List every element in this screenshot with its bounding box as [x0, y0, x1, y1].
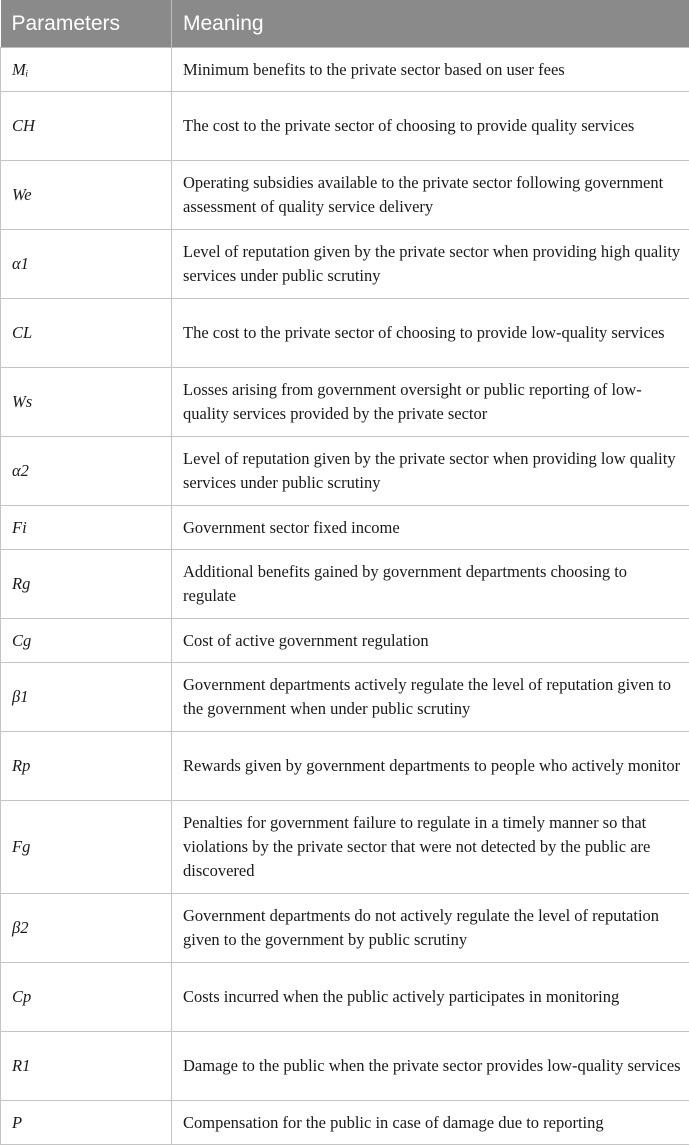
table-row	[1, 1101, 689, 1145]
header-meaning: Meaning	[172, 0, 689, 48]
param-cell: CH	[1, 92, 172, 161]
table-row	[1, 801, 689, 894]
table-row	[1, 732, 689, 801]
meaning-cell: Penalties for government failure to regulate in a timely manner so that violations by the private sector that were not detected by the public are discovered	[172, 801, 689, 894]
meaning-cell: Costs incurred when the public actively participates in monitoring	[172, 963, 689, 1032]
table-row	[1, 230, 689, 299]
table-row	[1, 92, 689, 161]
param-cell: Rg	[1, 550, 172, 619]
table-row	[1, 299, 689, 368]
param-cell: β1	[1, 663, 172, 732]
meaning-cell: Operating subsidies available to the private sector following government assessment of quality service delivery	[172, 161, 689, 230]
table-header-row	[1, 0, 689, 48]
table-row	[1, 1032, 689, 1101]
table-row	[1, 663, 689, 732]
meaning-cell: Government departments do not actively regulate the level of reputation given to the government by public scrutiny	[172, 894, 689, 963]
meaning-cell: The cost to the private sector of choosing to provide low-quality services	[172, 299, 689, 368]
meaning-cell: Rewards given by government departments to people who actively monitor	[172, 732, 689, 801]
param-cell: Cg	[1, 619, 172, 663]
param-cell: α2	[1, 437, 172, 506]
param-cell: β2	[1, 894, 172, 963]
meaning-cell: Government sector fixed income	[172, 506, 689, 550]
meaning-cell: The cost to the private sector of choosing to provide quality services	[172, 92, 689, 161]
table-row	[1, 619, 689, 663]
param-cell: Fg	[1, 801, 172, 894]
param-cell: Fi	[1, 506, 172, 550]
param-cell: Rp	[1, 732, 172, 801]
meaning-cell: Additional benefits gained by government departments choosing to regulate	[172, 550, 689, 619]
meaning-cell: Cost of active government regulation	[172, 619, 689, 663]
meaning-cell: Compensation for the public in case of damage due to reporting	[172, 1101, 689, 1145]
meaning-cell: Level of reputation given by the private sector when providing high quality services under public scrutiny	[172, 230, 689, 299]
param-cell: We	[1, 161, 172, 230]
table-row	[1, 894, 689, 963]
param-cell: CL	[1, 299, 172, 368]
meaning-cell: Losses arising from government oversight or public reporting of low-quality services provided by the private sector	[172, 368, 689, 437]
table-row	[1, 437, 689, 506]
table-row	[1, 48, 689, 92]
meaning-cell: Damage to the public when the private sector provides low-quality services	[172, 1032, 689, 1101]
table-row	[1, 506, 689, 550]
param-cell: Ws	[1, 368, 172, 437]
meaning-cell: Government departments actively regulate the level of reputation given to the government when under public scrutiny	[172, 663, 689, 732]
table-row	[1, 963, 689, 1032]
header-parameters: Parameters	[1, 0, 172, 48]
param-cell: R1	[1, 1032, 172, 1101]
param-cell: Mᵢ	[1, 48, 172, 92]
param-cell: Cp	[1, 963, 172, 1032]
param-cell: P	[1, 1101, 172, 1145]
meaning-cell: Level of reputation given by the private sector when providing low quality services under public scrutiny	[172, 437, 689, 506]
table-row	[1, 161, 689, 230]
param-cell: α1	[1, 230, 172, 299]
table-row	[1, 550, 689, 619]
meaning-cell: Minimum benefits to the private sector based on user fees	[172, 48, 689, 92]
table-row	[1, 368, 689, 437]
